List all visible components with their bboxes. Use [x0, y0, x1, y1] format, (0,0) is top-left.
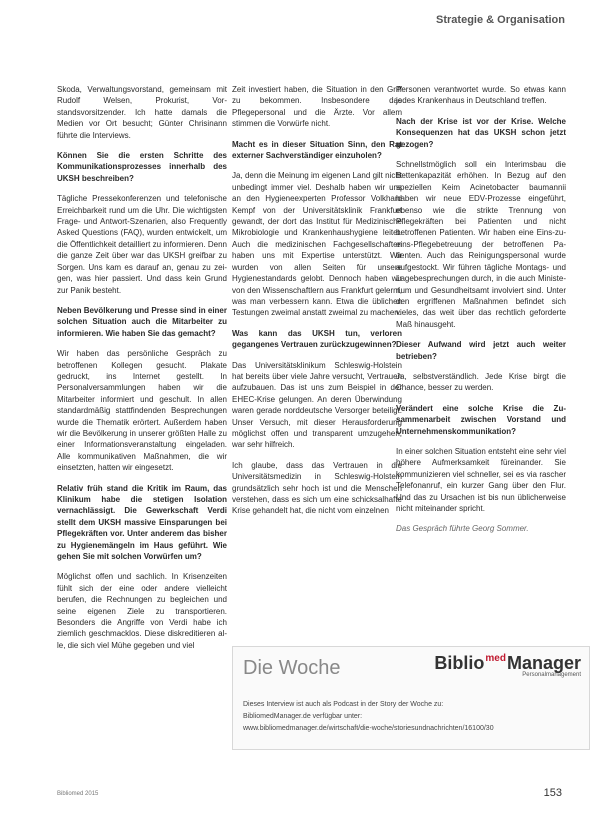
- interview-answer: Ja, selbstverständlich. Jede Krise birgt die Chance, besser zu werden.: [396, 371, 566, 393]
- footer-source: Bibliomed 2015: [57, 791, 99, 797]
- logo-med: med: [485, 653, 506, 664]
- interview-answer: Ich glaube, dass das Vertrauen in die Universitätsmedizin in Schleswig-Holstein grundsätzlich sehr hoch ist und die Menschen verstehen, dass es sich um eine schicksalhafte Krise gehandelt hat, die nicht vom einzelnen: [232, 460, 402, 516]
- interview-answer: Zeit investiert haben, die Situation in den Griff zu bekommen. Insbesondere das Pflegepersonal und die Ärzte. Vor allem stimmen die Vorwürfe nicht.: [232, 85, 402, 129]
- interview-answer: Schnellstmöglich soll ein Interimsbau die Bettenkapazität erhöhen. In Bezug auf den speziellen Keim Acinetobacter baumannii haben wir neue EDV-Prozesse eingeführt, ebenso wie die strikte Trennung von Pflegekräften bei Patienten und nicht betroffenen Patienten. Wir haben eine Eins-zu-eins-Pflegebetreuung der betroffenen Patienten. Auch das Reinigungspersonal wurde aufgestockt. Wir führen tägliche Montags- und Lagebesprechungen durch, in die auch Ministerium und Gesundheitsamt involviert sind. Unter den ergriffenen Maßnahmen befindet sich vieles, das weit über das rechtlich geforderte Maß hinausgeht.: [396, 160, 566, 329]
- interview-answer: In einer solchen Situation entsteht eine sehr viel höhere Aufmerksamkeit füreinander. Sie kommunizieren viel schneller, sei es via rascher Telefonanruf, ein kurzer Gang über den Flur. Und das zu Ursachen ist bis nun üblicherweise nicht miteinander spricht.: [396, 446, 566, 513]
- article-column-2: [232, 84, 402, 526]
- logo-biblio: Biblio: [434, 653, 485, 673]
- section-header: Strategie & Organisation: [436, 14, 565, 26]
- logo-manager: Manager: [506, 653, 581, 673]
- podcast-advertisement: [232, 646, 590, 750]
- interview-answer: Tägliche Pressekonferenzen und telefonische Erreichbarkeit rund um die Uhr. Die wichtigsten Frage- und Antwort-Szenarien, also Frequently Asked Questions (FAQ), wurden entwickelt, um die Öffentlichkeit detailliert zu informieren. Denn die ganze Zeit über war das UKSH greifbar zu Sorgen. Uns kam es darauf an, genau zu zeigen, was hier passiert. Und dass kein Grund zur Panik besteht.: [57, 194, 227, 295]
- interviewer-signature: Das Gespräch führte Georg Sommer.: [396, 524, 529, 534]
- interview-answer: Das Universitätsklinikum Schleswig-Holstein hat bereits über viele Jahre versucht, Vertrauen aufzubauen. Das ist uns zum Beispiel in der EHEC-Krise gelungen. An deren Überwindung waren gerade norddeutsche Versorger beteiligt. Unser Versuch, mit dieser Herausforderung möglichst offen und transparent umzugehen, war sehr hilfreich.: [232, 360, 402, 450]
- interview-question: Nach der Krise ist vor der Krise. Welche Konsequenzen hat das UKSH schon jetzt gezogen?: [396, 116, 566, 149]
- article-column-1: [57, 84, 227, 660]
- interview-answer: Skoda, Verwaltungsvorstand, gemeinsam mit Rudolf Welsen, Prokurist, Vorstandsvorsitzender. Ich hatte damals die Medien vor Ort besucht; Günter Chrisinann führte die Interviews.: [57, 85, 227, 140]
- ad-lines: [243, 699, 494, 735]
- ad-link[interactable]: www.bibliomedmanager.de/wirtschaft/die-woche/storiesundnachrichten/16100/30: [243, 725, 494, 732]
- ad-title: Die Woche: [243, 657, 341, 679]
- article-column-3: [396, 84, 566, 544]
- interview-question: Dieser Aufwand wird jetzt auch weiter betrieben?: [396, 340, 566, 361]
- interview-answer: Personen verantwortet wurde. So etwas kann jedes Krankenhaus in Deutschland treffen.: [396, 85, 566, 106]
- interview-answer: Möglichst offen und sachlich. In Krisenzeiten fühlt sich der eine oder andere vielleicht berufen, die Rechnungen zu begleichen und seine eigenen Ziele zu transportieren. Besonders die Angriffe von Verdi habe ich ziemlich geschmacklos. Diese diskreditieren alle, die sich viel Mühe gegeben und viel: [57, 572, 227, 650]
- logo-subtitle: Personalmanagement: [522, 672, 581, 678]
- ad-line: Dieses Interview ist auch als Podcast in der Story der Woche zu:: [243, 701, 444, 708]
- ad-line: BibliomedManager.de verfügbar unter:: [243, 713, 363, 720]
- interview-answer: Wir haben das persönliche Gespräch zu betroffenen Kollegen gesucht. Plakate gedruckt, ins Internet gestellt. In Personalversammlungen haben wir die Mitarbeiter informiert und geschult. In allen standardmäßig stattfindenden Besprechungen wurde die Thematik erörtert. Außerdem haben wir die Bevölkerung in unserer größten Halle zu einer Informationsveranstaltung eingeladen. Alle kommunikativen Maßnahmen, die wir einsetzten, hatten wir eingesetzt.: [57, 349, 227, 473]
- interview-question: Neben Bevölkerung und Presse sind in einer solchen Situation auch die Mitarbeiter zu informieren. Wie haben Sie das gemacht?: [57, 305, 227, 338]
- interview-question: Macht es in dieser Situation Sinn, den Rat externer Sachverständiger einzuholen?: [232, 139, 402, 161]
- interview-question: Verändert eine solche Krise die Zusammenarbeit zwischen Vorstand und Unternehmenskommunikation?: [396, 403, 566, 436]
- bibliomed-manager-logo: [434, 653, 581, 678]
- interview-question: Können Sie die ersten Schritte des Kommunikationsprozesses innerhalb des UKSH beschreiben?: [57, 151, 227, 183]
- interview-answer: Ja, denn die Meinung im eigenen Land gilt nicht unbedingt immer viel. Deshalb haben wir uns an den Hygieneexperten Professor Volkhard Kempf von der Universitätsklinik Frankfurt gewandt, der dort das Institut für Medizinische Mikrobiologie und Krankenhaushygiene leitet. Auch die medizinischen Fachgesellschaften haben uns mit Expertise unterstützt. Wir wurden von allen Seiten für unsere Hygienestandards gelobt. Dennoch haben wir von den Wissenschaftlern aus Frankfurt gelernt, was man verbessern kann. Etwa die üblichen Testungen zweimal anstatt zweimal zu machen.: [232, 171, 402, 318]
- interview-question: Relativ früh stand die Kritik im Raum, das Klinikum habe die stetigen Isolation vernachlässigt. Die Gewerkschaft Verdi stellt dem UKSH massive Einsparungen bei Pflegekräften vor. Unter anderem das bisher zu Hygienemängeln im Haus geführt. Wie gehen Sie mit solchen Vorwürfen um?: [57, 483, 227, 562]
- page-number: 153: [543, 787, 562, 799]
- interview-question: Was kann das UKSH tun, verloren gegangenes Vertrauen zurückzugewinnen?: [232, 328, 402, 350]
